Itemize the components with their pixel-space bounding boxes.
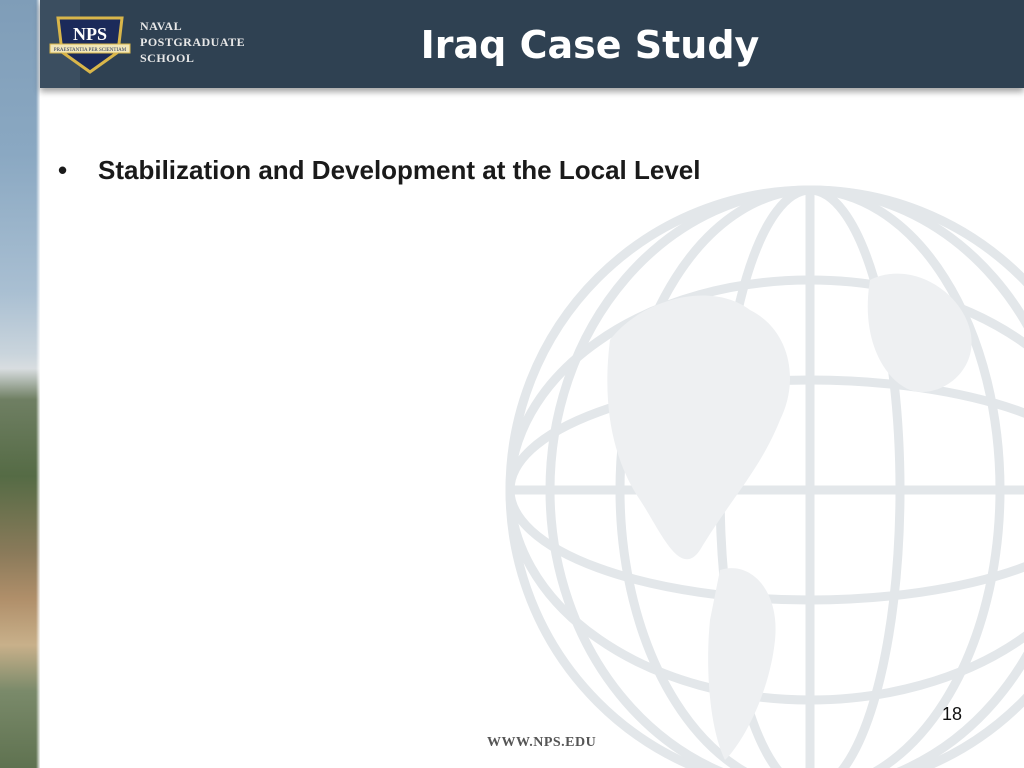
footer-url: WWW.NPS.EDU	[487, 735, 597, 750]
page-number: 18	[941, 704, 962, 724]
campus-photo-strip	[0, 0, 40, 768]
logo-text: NPS	[72, 24, 108, 44]
logo-motto: PRAESTANTIA PER SCIENTIAM	[53, 48, 127, 53]
bullet-marker: •	[58, 155, 68, 185]
slide-title: Iraq Case Study	[420, 23, 760, 67]
nps-logo	[48, 12, 132, 76]
bullet-item	[58, 150, 958, 190]
slide-content	[58, 150, 958, 190]
globe-watermark	[490, 170, 1024, 768]
school-name-line: NAVAL	[140, 19, 183, 33]
bullet-text: Stabilization and Development at the Local Level	[98, 155, 701, 185]
school-name	[140, 18, 245, 66]
school-name-line: SCHOOL	[140, 51, 195, 65]
school-name-line: POSTGRADUATE	[140, 35, 246, 49]
photo-fade	[36, 0, 40, 768]
